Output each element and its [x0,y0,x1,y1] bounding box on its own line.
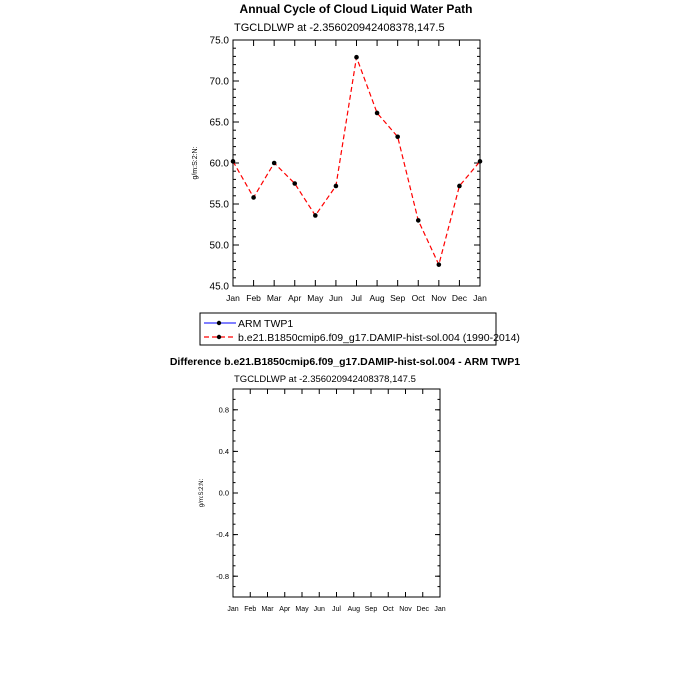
x-tick-label: Sep [364,606,378,613]
data-point [354,55,359,60]
chart1-plot-frame [233,40,480,286]
y-tick-label: 0.0 [218,488,229,498]
x-tick-label: Jan [226,293,240,303]
y-tick-label: -0.4 [216,530,229,540]
legend-model-label: b.e21.B1850cmip6.f09_g17.DAMIP-hist-sol.004 (1990-2014) [238,332,520,344]
data-point [334,184,339,189]
data-point [416,218,421,223]
x-tick-label: Jan [227,606,239,613]
x-tick-label: Jan [473,293,487,303]
x-tick-label: Nov [431,293,447,303]
chart2-plot-frame [233,389,440,597]
y-tick-label: 0.8 [218,405,229,415]
y-tick-label: 50.0 [209,240,229,252]
data-point [231,159,236,164]
x-tick-label: Mar [266,293,282,303]
x-tick-label: Jul [332,606,341,613]
chart1-ylabel: g/m:S:2:N: [192,146,199,180]
x-tick-label: Mar [261,606,274,613]
chart1-title: Annual Cycle of Cloud Liquid Water Path [239,2,473,16]
y-tick-label: 60.0 [209,158,229,170]
x-tick-label: Aug [369,293,385,303]
x-tick-label: Aug [347,606,360,613]
series-line [233,57,480,264]
chart2-ylabel: g/m:S:2:N: [199,478,205,508]
chart2-title: Difference b.e21.B1850cmip6.f09_g17.DAMIP-hist-sol.004 - ARM TWP1 [169,356,521,368]
data-point [272,161,277,166]
y-tick-label: 0.4 [218,447,229,457]
x-tick-label: Apr [279,606,291,613]
x-tick-label: May [307,293,324,303]
legend-arm-marker [217,321,221,325]
x-tick-label: Jun [329,293,343,303]
x-tick-label: Oct [411,293,425,303]
y-tick-label: 55.0 [209,199,229,211]
legend-model-marker [217,335,221,339]
data-point [313,213,318,218]
x-tick-label: Oct [382,606,394,613]
x-tick-label: Jul [351,293,362,303]
y-tick-label: 70.0 [209,76,229,88]
y-tick-label: -0.8 [216,571,229,581]
chart1-subtitle: TGCLDLWP at -2.356020942408378,147.5 [234,22,445,34]
y-tick-label: 65.0 [209,117,229,129]
x-tick-label: Sep [390,293,406,303]
x-tick-label: Nov [399,606,412,613]
x-tick-label: Jun [313,606,325,613]
legend-arm-label: ARM TWP1 [238,318,294,330]
x-tick-label: Feb [244,606,257,613]
x-tick-label: May [295,606,309,613]
data-point [437,262,442,267]
x-tick-label: Dec [451,293,467,303]
x-tick-label: Apr [288,293,302,303]
data-point [375,111,380,116]
x-tick-label: Feb [246,293,261,303]
data-point [251,195,256,200]
y-tick-label: 45.0 [209,281,229,293]
data-point [292,181,297,186]
x-tick-label: Jan [434,606,446,613]
y-tick-label: 75.0 [209,35,229,47]
data-point [457,184,462,189]
x-tick-label: Dec [416,606,429,613]
chart2-subtitle: TGCLDLWP at -2.356020942408378,147.5 [234,374,416,385]
data-point [478,159,483,164]
data-point [395,134,400,139]
